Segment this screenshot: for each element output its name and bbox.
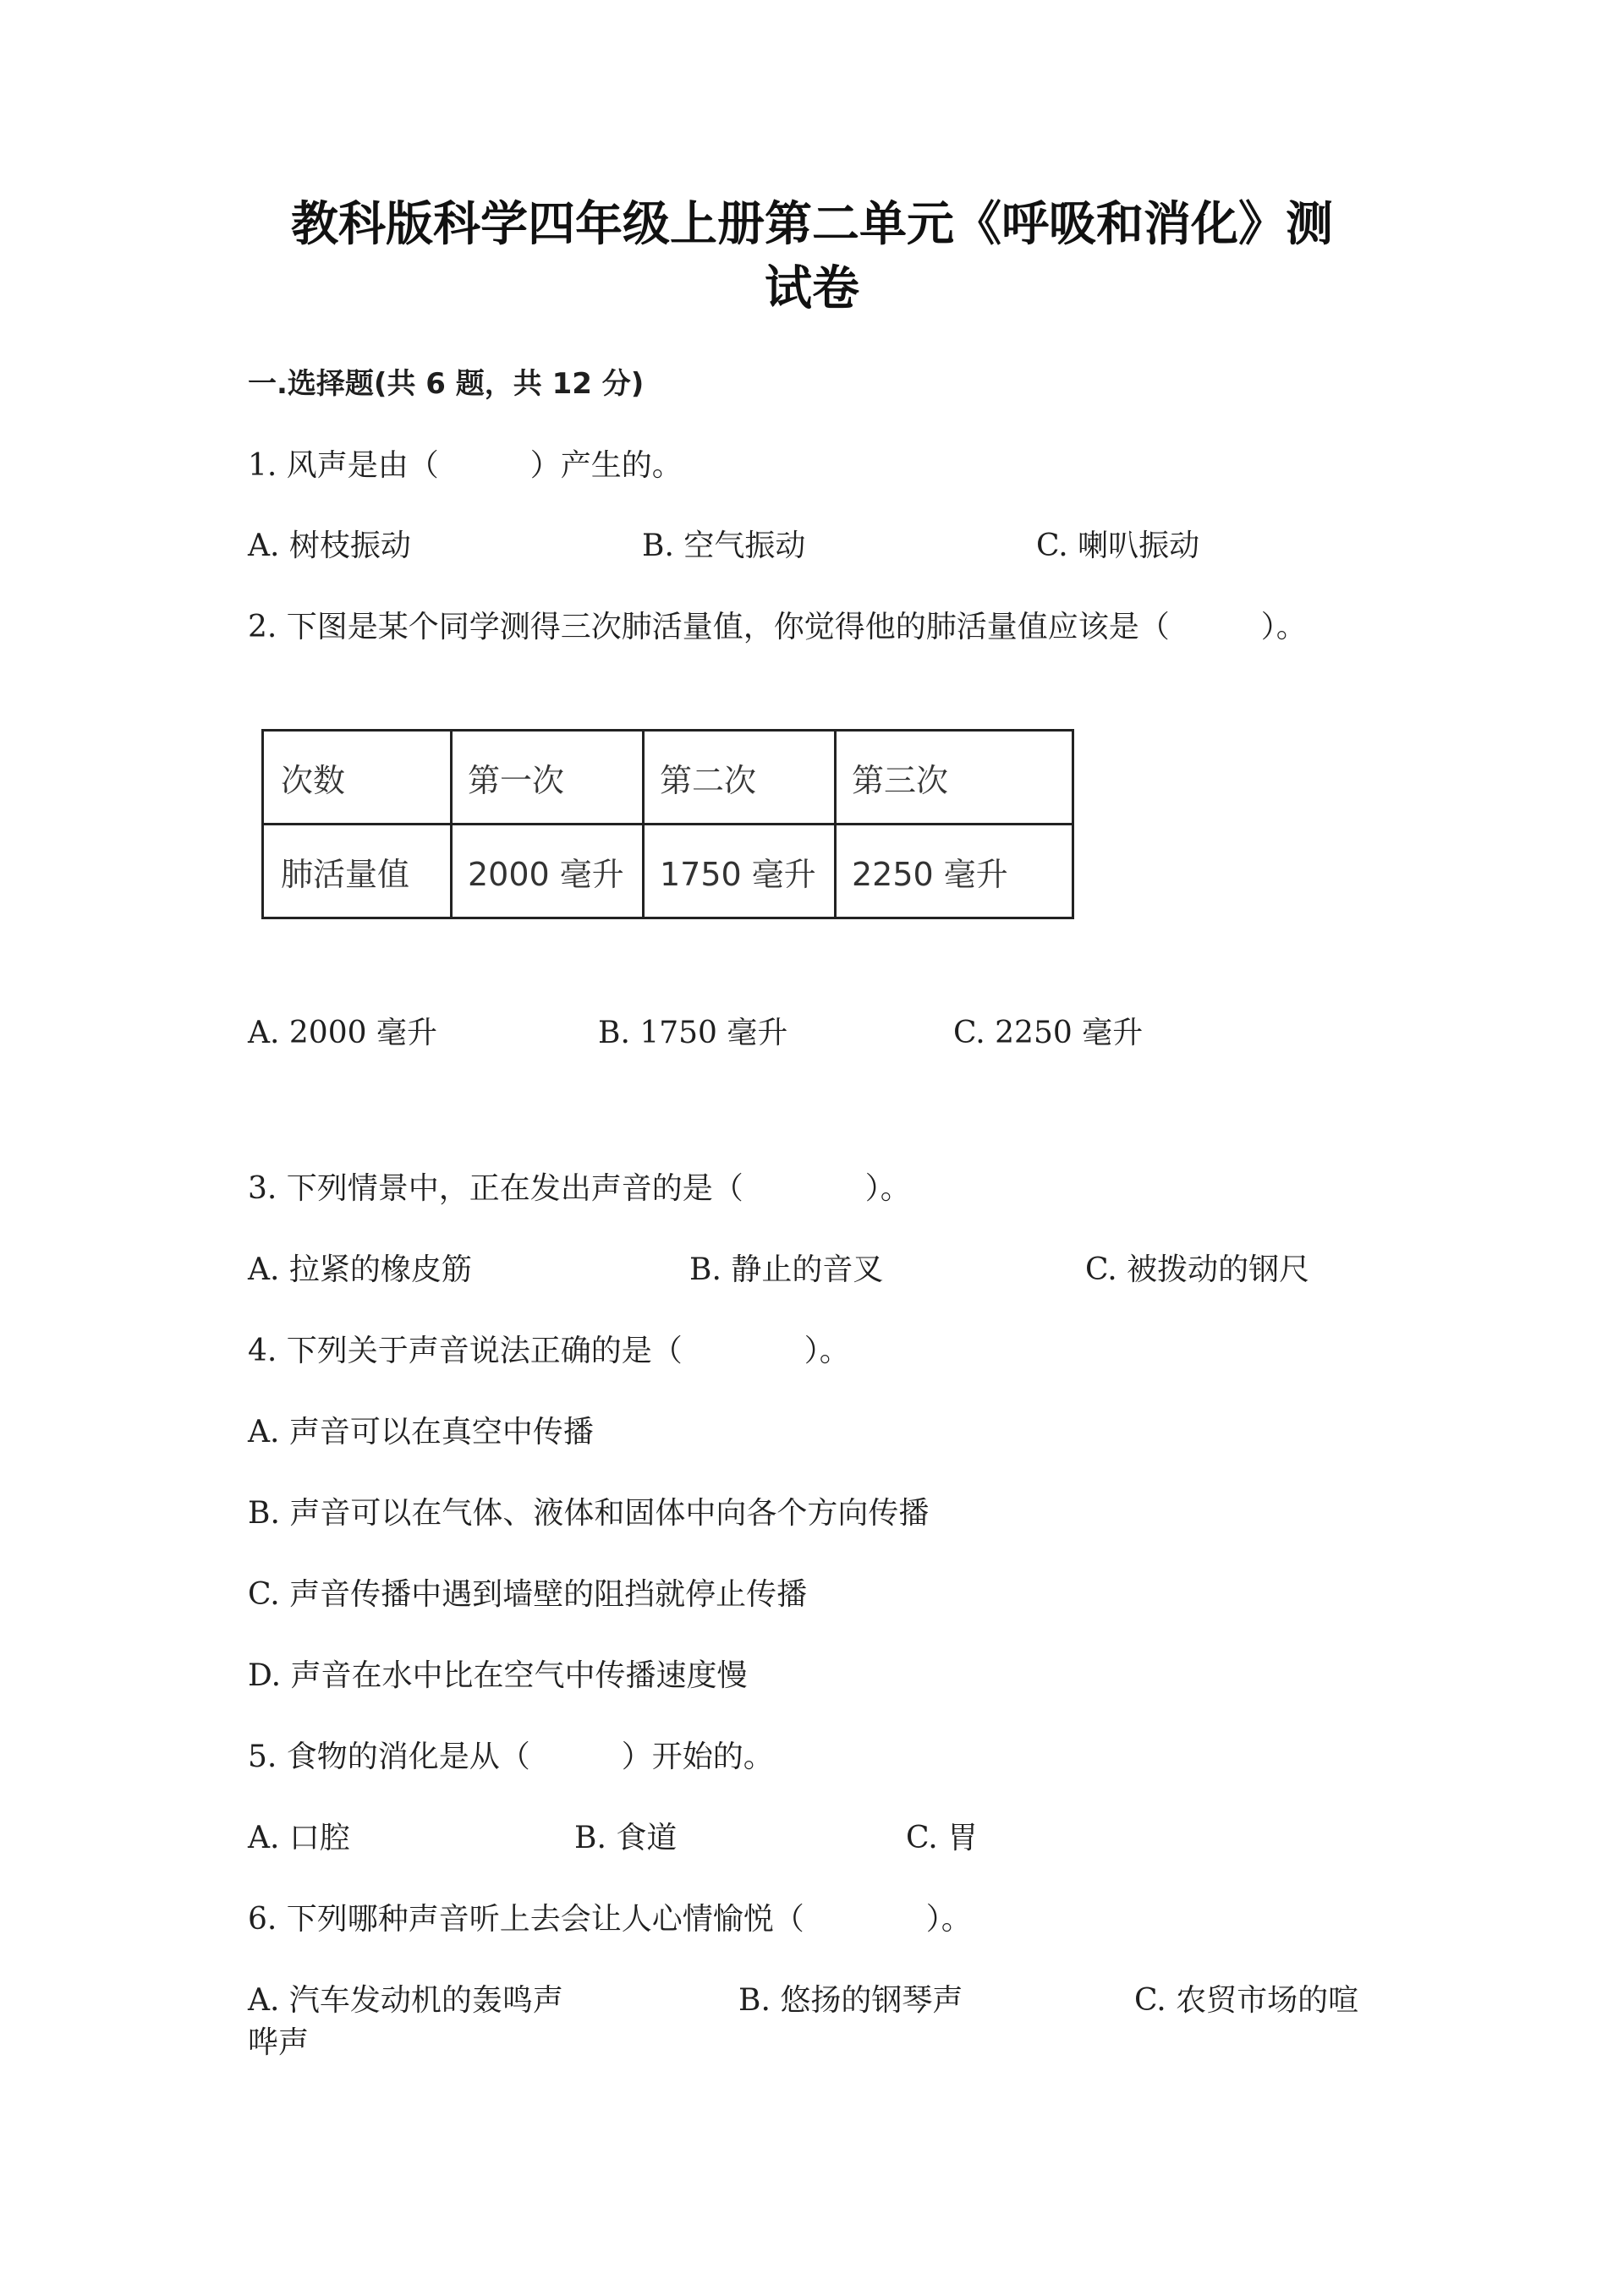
- table-header-cell: 第三次: [836, 731, 1073, 825]
- question-5-option-c: C. 胃: [906, 1821, 979, 1855]
- table-cell: 2250 毫升: [836, 825, 1073, 918]
- question-6-option-c: C. 农贸市场的喧: [1134, 1983, 1359, 2018]
- lung-capacity-table: [261, 729, 1074, 919]
- question-3-option-c: C. 被拨动的钢尺: [1085, 1252, 1310, 1287]
- section-heading: 一.选择题(共 6 题，共 12 分): [248, 367, 645, 401]
- question-4-stem: 4. 下列关于声音说法正确的是（ ）。: [248, 1334, 850, 1368]
- question-2-option-b: B. 1750 毫升: [598, 1016, 788, 1050]
- title-line-1: 教科版科学四年级上册第二单元《呼吸和消化》测: [291, 197, 1333, 252]
- question-2-option-a: A. 2000 毫升: [248, 1016, 437, 1050]
- table-header-cell: 次数: [263, 731, 452, 825]
- page-title: [169, 193, 1455, 321]
- question-6-stem: 6. 下列哪种声音听上去会让人心情愉悦（ ）。: [248, 1902, 972, 1937]
- question-2-stem: 2. 下图是某个同学测得三次肺活量值，你觉得他的肺活量值应该是（ ）。: [248, 610, 1307, 644]
- question-1-option-a: A. 树枝振动: [248, 529, 411, 563]
- table-header-row: [263, 731, 1073, 825]
- question-3-option-a: A. 拉紧的橡皮筋: [248, 1252, 472, 1287]
- table-cell: 1750 毫升: [644, 825, 836, 918]
- question-2-option-c: C. 2250 毫升: [953, 1016, 1144, 1050]
- question-3-stem: 3. 下列情景中，正在发出声音的是（ ）。: [248, 1171, 911, 1206]
- question-4-option-b: B. 声音可以在气体、液体和固体中向各个方向传播: [248, 1496, 930, 1531]
- question-5-option-a: A. 口腔: [248, 1821, 350, 1855]
- table-header-cell: 第二次: [644, 731, 836, 825]
- question-1-stem: 1. 风声是由（ ）产生的。: [248, 448, 683, 483]
- question-4-option-a: A. 声音可以在真空中传播: [248, 1415, 594, 1449]
- question-5-stem: 5. 食物的消化是从（ ）开始的。: [248, 1740, 774, 1774]
- table-row: [263, 825, 1073, 918]
- table-header-cell: 第一次: [452, 731, 644, 825]
- question-6-option-b: B. 悠扬的钢琴声: [738, 1983, 963, 2018]
- question-4-option-c: C. 声音传播中遇到墙壁的阻挡就停止传播: [248, 1577, 808, 1612]
- question-6-option-a: A. 汽车发动机的轰鸣声: [248, 1983, 563, 2018]
- question-4-option-d: D. 声音在水中比在空气中传播速度慢: [248, 1658, 748, 1693]
- title-line-2: 试卷: [765, 261, 859, 316]
- table-cell: 2000 毫升: [452, 825, 644, 918]
- question-6-option-c-wrap: 哗声: [248, 2025, 310, 2060]
- table-cell: 肺活量值: [263, 825, 452, 918]
- question-1-option-c: C. 喇叭振动: [1036, 529, 1200, 563]
- question-5-option-b: B. 食道: [574, 1821, 678, 1855]
- question-3-option-b: B. 静止的音叉: [689, 1252, 884, 1287]
- question-1-option-b: B. 空气振动: [642, 529, 806, 563]
